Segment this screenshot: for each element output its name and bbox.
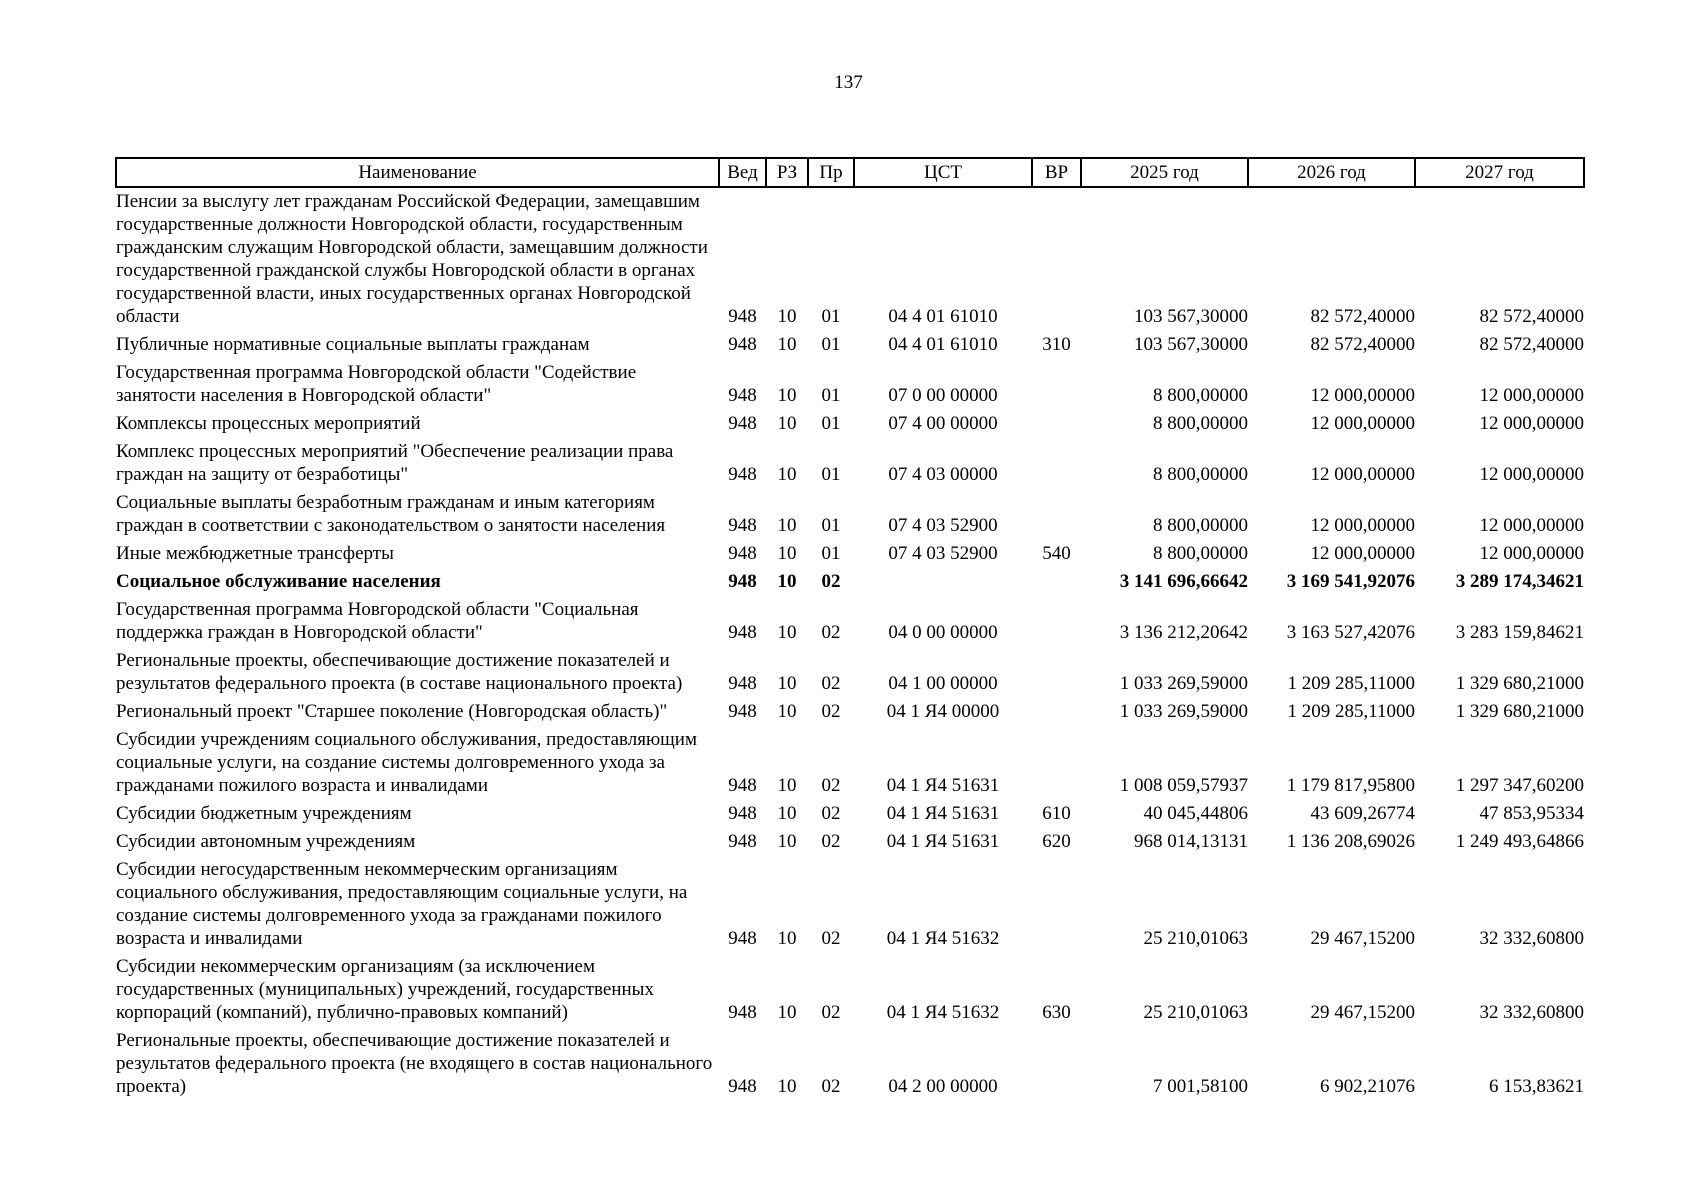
table-row xyxy=(116,331,1584,359)
cell-2026: 12 000,00000 xyxy=(1310,413,1415,434)
cell-cst: 07 4 00 00000 xyxy=(888,413,998,434)
cell-rz: 10 xyxy=(777,673,797,694)
cell-vr: 610 xyxy=(1042,803,1071,824)
cell-vr xyxy=(1032,568,1081,596)
cell-name: Субсидии автономным учреждениям xyxy=(116,831,416,852)
cell-2025: 968 014,13131 xyxy=(1134,831,1248,852)
cell-pr: 01 xyxy=(821,413,841,434)
cell-pr: 01 xyxy=(821,515,841,536)
cell-2025: 1 033 269,59000 xyxy=(1119,701,1248,722)
cell-name: Пенсии за выслугу лет гражданам Российской Федерации, замещавшим государственные должности Новгородской области, государственным гражданским служащим Новгородской области, замещавшим должности государственной гражданской службы Новгородской области в органах государственной власти, иных государственных органах Новгородской области xyxy=(116,191,708,327)
header-name: Наименование xyxy=(116,158,719,187)
cell-cst: 04 4 01 61010 xyxy=(888,306,998,327)
cell-ved: 948 xyxy=(728,673,757,694)
cell-ved: 948 xyxy=(728,543,757,564)
header-rz: РЗ xyxy=(766,158,808,187)
cell-2026: 82 572,40000 xyxy=(1310,334,1415,355)
cell-pr: 02 xyxy=(821,701,841,722)
cell-2025: 3 136 212,20642 xyxy=(1119,622,1248,643)
cell-2026: 43 609,26774 xyxy=(1310,803,1415,824)
cell-rz: 10 xyxy=(777,701,797,722)
header-row xyxy=(116,158,1584,187)
cell-2027: 12 000,00000 xyxy=(1479,515,1584,536)
cell-ved: 948 xyxy=(728,622,757,643)
cell-name: Субсидии учреждениям социального обслуживания, предоставляющим социальные услуги, на создание системы долговременного ухода за гражданами пожилого возраста и инвалидами xyxy=(116,729,697,796)
cell-rz: 10 xyxy=(777,928,797,949)
table-row xyxy=(116,568,1584,596)
table-row xyxy=(116,698,1584,726)
table-row xyxy=(116,596,1584,647)
cell-2026: 12 000,00000 xyxy=(1310,543,1415,564)
cell-cst: 07 4 03 52900 xyxy=(888,515,998,536)
cell-2026: 12 000,00000 xyxy=(1310,515,1415,536)
cell-2027: 1 297 347,60200 xyxy=(1455,775,1584,796)
cell-vr xyxy=(1032,359,1081,410)
cell-ved: 948 xyxy=(728,464,757,485)
cell-pr: 02 xyxy=(821,1002,841,1023)
table-row xyxy=(116,489,1584,540)
cell-cst: 04 1 Я4 51631 xyxy=(886,803,1000,824)
cell-2025: 1 033 269,59000 xyxy=(1119,673,1248,694)
cell-ved: 948 xyxy=(728,385,757,406)
cell-name: Региональные проекты, обеспечивающие достижение показателей и результатов федерального проекта (в составе национального проекта) xyxy=(116,650,683,694)
cell-name: Государственная программа Новгородской области "Социальная поддержка граждан в Новгородской области" xyxy=(116,599,639,643)
cell-ved: 948 xyxy=(728,831,757,852)
cell-ved: 948 xyxy=(728,1002,757,1023)
cell-2025: 25 210,01063 xyxy=(1143,928,1248,949)
cell-cst: 07 4 03 52900 xyxy=(888,543,998,564)
cell-rz: 10 xyxy=(777,385,797,406)
cell-cst: 04 1 Я4 00000 xyxy=(886,701,1000,722)
cell-2026: 1 136 208,69026 xyxy=(1286,831,1415,852)
cell-2025: 25 210,01063 xyxy=(1143,1002,1248,1023)
header-2026: 2026 год xyxy=(1248,158,1415,187)
cell-name: Субсидии бюджетным учреждениям xyxy=(116,803,412,824)
cell-vr xyxy=(1032,187,1081,331)
cell-rz: 10 xyxy=(777,1002,797,1023)
cell-2027: 1 329 680,21000 xyxy=(1455,673,1584,694)
cell-2025: 103 567,30000 xyxy=(1134,334,1248,355)
cell-cst: 07 0 00 00000 xyxy=(888,385,998,406)
cell-2026: 82 572,40000 xyxy=(1310,306,1415,327)
table-row xyxy=(116,540,1584,568)
cell-vr: 630 xyxy=(1042,1002,1071,1023)
cell-name: Социальное обслуживание населения xyxy=(116,571,441,592)
header-pr: Пр xyxy=(808,158,854,187)
cell-2025: 40 045,44806 xyxy=(1143,803,1248,824)
header-vr: ВР xyxy=(1032,158,1081,187)
cell-cst: 04 0 00 00000 xyxy=(888,622,998,643)
cell-vr xyxy=(1032,410,1081,438)
cell-2026: 1 209 285,11000 xyxy=(1287,673,1415,694)
table-row xyxy=(116,438,1584,489)
cell-name: Комплекс процессных мероприятий "Обеспечение реализации права граждан на защиту от безработицы" xyxy=(116,441,674,485)
table-row xyxy=(116,800,1584,828)
cell-cst: 04 1 Я4 51631 xyxy=(886,831,1000,852)
cell-ved: 948 xyxy=(728,413,757,434)
cell-rz: 10 xyxy=(777,571,797,592)
cell-pr: 01 xyxy=(821,306,841,327)
cell-cst: 04 1 00 00000 xyxy=(888,673,998,694)
cell-rz: 10 xyxy=(777,464,797,485)
cell-pr: 02 xyxy=(821,775,841,796)
cell-rz: 10 xyxy=(777,543,797,564)
cell-2025: 8 800,00000 xyxy=(1153,515,1248,536)
cell-vr: 310 xyxy=(1042,334,1071,355)
cell-rz: 10 xyxy=(777,803,797,824)
table-row xyxy=(116,187,1584,331)
cell-ved: 948 xyxy=(728,701,757,722)
cell-rz: 10 xyxy=(777,775,797,796)
cell-rz: 10 xyxy=(777,334,797,355)
cell-ved: 948 xyxy=(728,515,757,536)
cell-cst xyxy=(854,568,1032,596)
cell-vr xyxy=(1032,438,1081,489)
cell-vr xyxy=(1032,647,1081,698)
cell-2025: 1 008 059,57937 xyxy=(1119,775,1248,796)
cell-2026: 12 000,00000 xyxy=(1310,385,1415,406)
cell-cst: 04 1 Я4 51631 xyxy=(886,775,1000,796)
cell-vr xyxy=(1032,698,1081,726)
cell-2026: 1 209 285,11000 xyxy=(1287,701,1415,722)
cell-name: Субсидии некоммерческим организациям (за исключением государственных (муниципальных) учреждений, государственных корпораций (компаний), публично-правовых компаний) xyxy=(116,956,654,1023)
cell-2027: 12 000,00000 xyxy=(1479,464,1584,485)
cell-pr: 02 xyxy=(821,831,841,852)
cell-pr: 02 xyxy=(821,622,841,643)
cell-2027: 82 572,40000 xyxy=(1479,306,1584,327)
cell-vr xyxy=(1032,489,1081,540)
cell-name: Публичные нормативные социальные выплаты гражданам xyxy=(116,334,590,355)
cell-pr: 02 xyxy=(821,1076,841,1097)
cell-2026: 3 169 541,92076 xyxy=(1286,571,1415,592)
cell-name: Государственная программа Новгородской области "Содействие занятости населения в Новгородской области" xyxy=(116,362,637,406)
cell-ved: 948 xyxy=(728,928,757,949)
cell-pr: 01 xyxy=(821,464,841,485)
cell-pr: 02 xyxy=(821,928,841,949)
cell-rz: 10 xyxy=(777,622,797,643)
cell-ved: 948 xyxy=(728,803,757,824)
cell-pr: 01 xyxy=(821,385,841,406)
table-row xyxy=(116,647,1584,698)
cell-cst: 04 1 Я4 51632 xyxy=(886,928,1000,949)
cell-rz: 10 xyxy=(777,306,797,327)
header-2027: 2027 год xyxy=(1415,158,1584,187)
cell-cst: 04 1 Я4 51632 xyxy=(886,1002,1000,1023)
cell-cst: 07 4 03 00000 xyxy=(888,464,998,485)
cell-ved: 948 xyxy=(728,334,757,355)
table-row xyxy=(116,359,1584,410)
cell-name: Субсидии негосударственным некоммерческим организациям социального обслуживания, предоставляющим социальные услуги, на создание системы долговременного ухода за гражданами пожилого возраста и инвалидами xyxy=(116,859,688,949)
table-row xyxy=(116,856,1584,953)
cell-pr: 01 xyxy=(821,543,841,564)
cell-2026: 29 467,15200 xyxy=(1310,1002,1415,1023)
cell-ved: 948 xyxy=(728,306,757,327)
cell-2026: 1 179 817,95800 xyxy=(1286,775,1415,796)
cell-vr xyxy=(1032,726,1081,800)
cell-2027: 12 000,00000 xyxy=(1479,413,1584,434)
cell-name: Региональный проект "Старшее поколение (Новгородская область)" xyxy=(116,701,668,722)
table-row xyxy=(116,828,1584,856)
cell-pr: 02 xyxy=(821,673,841,694)
cell-ved: 948 xyxy=(728,571,757,592)
cell-2027: 1 249 493,64866 xyxy=(1455,831,1584,852)
cell-2026: 6 902,21076 xyxy=(1320,1076,1415,1097)
cell-2027: 6 153,83621 xyxy=(1489,1076,1584,1097)
cell-2026: 3 163 527,42076 xyxy=(1286,622,1415,643)
cell-name: Комплексы процессных мероприятий xyxy=(116,413,421,434)
cell-rz: 10 xyxy=(777,413,797,434)
cell-2027: 1 329 680,21000 xyxy=(1455,701,1584,722)
cell-name: Социальные выплаты безработным гражданам и иным категориям граждан в соответствии с законодательством о занятости населения xyxy=(116,492,666,536)
cell-2027: 47 853,95334 xyxy=(1479,803,1584,824)
cell-2025: 3 141 696,66642 xyxy=(1119,571,1248,592)
cell-2026: 29 467,15200 xyxy=(1310,928,1415,949)
cell-rz: 10 xyxy=(777,831,797,852)
cell-2027: 12 000,00000 xyxy=(1479,385,1584,406)
cell-rz: 10 xyxy=(777,515,797,536)
cell-pr: 02 xyxy=(821,571,841,592)
table-row xyxy=(116,410,1584,438)
cell-ved: 948 xyxy=(728,775,757,796)
cell-2025: 8 800,00000 xyxy=(1153,413,1248,434)
cell-name: Региональные проекты, обеспечивающие достижение показателей и результатов федерального проекта (не входящего в состав национального проекта) xyxy=(116,1030,713,1097)
cell-2027: 12 000,00000 xyxy=(1479,543,1584,564)
cell-name: Иные межбюджетные трансферты xyxy=(116,543,394,564)
table-row xyxy=(116,726,1584,800)
cell-cst: 04 4 01 61010 xyxy=(888,334,998,355)
page-number: 137 xyxy=(834,72,863,93)
cell-2025: 7 001,58100 xyxy=(1153,1076,1248,1097)
header-2025: 2025 год xyxy=(1081,158,1248,187)
cell-2027: 32 332,60800 xyxy=(1479,1002,1584,1023)
cell-2025: 8 800,00000 xyxy=(1153,385,1248,406)
cell-rz: 10 xyxy=(777,1076,797,1097)
cell-2025: 103 567,30000 xyxy=(1134,306,1248,327)
cell-2027: 3 289 174,34621 xyxy=(1455,571,1584,592)
cell-vr: 540 xyxy=(1042,543,1071,564)
cell-pr: 01 xyxy=(821,334,841,355)
table-row xyxy=(116,1027,1584,1101)
cell-vr xyxy=(1032,596,1081,647)
cell-2027: 82 572,40000 xyxy=(1479,334,1584,355)
cell-2027: 3 283 159,84621 xyxy=(1455,622,1584,643)
cell-2026: 12 000,00000 xyxy=(1310,464,1415,485)
cell-ved: 948 xyxy=(728,1076,757,1097)
cell-2025: 8 800,00000 xyxy=(1153,464,1248,485)
table-row xyxy=(116,953,1584,1027)
cell-cst: 04 2 00 00000 xyxy=(888,1076,998,1097)
cell-2025: 8 800,00000 xyxy=(1153,543,1248,564)
cell-vr xyxy=(1032,856,1081,953)
cell-vr xyxy=(1032,1027,1081,1101)
budget-table xyxy=(115,157,1585,1101)
header-cst: ЦСТ xyxy=(854,158,1032,187)
header-ved: Вед xyxy=(719,158,766,187)
cell-2027: 32 332,60800 xyxy=(1479,928,1584,949)
cell-pr: 02 xyxy=(821,803,841,824)
cell-vr: 620 xyxy=(1042,831,1071,852)
